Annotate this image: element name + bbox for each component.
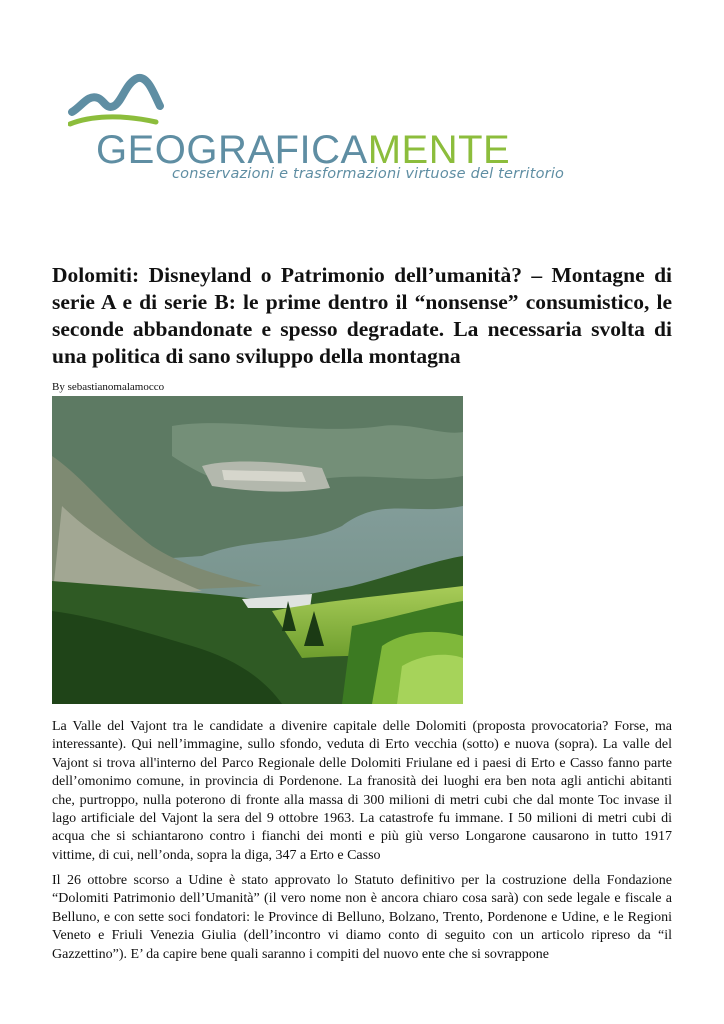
logo-word-geografica: GEOGRAFICA — [96, 128, 368, 172]
article-paragraph: Il 26 ottobre scorso a Udine è stato approvato lo Statuto definitivo per la costruzione della Fondazione “Dolomiti Patrimonio dell’Umanità” (il vero nome non è ancora chiaro cosa sarà) con sede legale e fiscale a Belluno, e con sette soci fondatori: le Province di Belluno, Bolzano, Trento, Pordenone e Udine, e le Regioni Veneto e Friuli Venezia Giulia (dell’incontro vi diamo conto di seguito con un articolo ripreso da “il Gazzettino”). E’ da capire bene quali saranno i compiti del nuovo ente che si sovrappone — [52, 873, 672, 962]
mountain-logo-icon — [68, 72, 168, 134]
logo-tagline: conservazioni e trasformazioni virtuose del territorio — [172, 166, 565, 182]
article-paragraph: La Valle del Vajont tra le candidate a divenire capitale delle Dolomiti (proposta provocatoria? Forse, ma interessante). Qui nell’immagine, sullo sfondo, veduta di Erto vecchia (sotto) e nuova (sopra). La valle del Vajont si trova all'interno del Parco Regionale delle Dolomiti Friulane ed i paesi di Erto e Casso fanno parte dell’omonimo comune, in provincia di Pordenone. La franosità dei luoghi era ben nota agli antichi abitanti che, purtroppo, nulla poterono di fronte alla massa di 300 milioni di metri cubi che dal monte Toc invase il lago artificiale del Vajont la sera del 9 ottobre 1963. La catastrofe fu immane. I 50 milioni di metri cubi di acqua che si schiantarono contro i fianchi dei monti e più giù verso Longarone causarono in tutto 1917 vittime, di cui, nell’onda, sopra la diga, 347 a Erto e Casso — [52, 719, 672, 863]
article-byline: By sebastianomalamocco — [52, 381, 165, 393]
logo-word-mente: MENTE — [367, 128, 511, 172]
valley-photo — [52, 396, 463, 704]
article-title: Dolomiti: Disneyland o Patrimonio dell’umanità? – Montagne di serie A e di serie B: le prime dentro il “nonsense” consumistico, le seconde abbandonate e spesso degradate. La necessaria svolta di una politica di sano sviluppo della montagna — [52, 263, 672, 368]
logo-wordmark — [96, 130, 510, 170]
geograficamente-logo — [68, 72, 628, 192]
